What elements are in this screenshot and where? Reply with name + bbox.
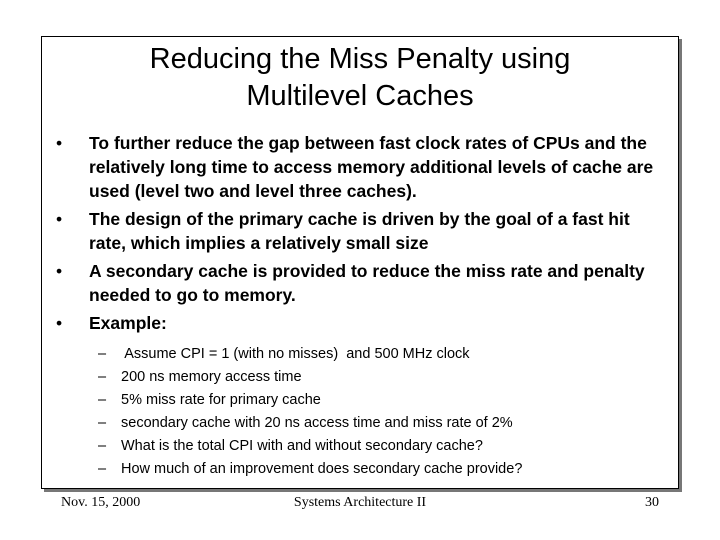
bullet-marker: • — [56, 209, 63, 229]
footer-page-number: 30 — [645, 495, 659, 510]
sub-item — [98, 412, 658, 435]
bullet-marker: • — [56, 313, 63, 333]
footer-date: Nov. 15, 2000 — [61, 495, 141, 510]
slide-title-line-2: Multilevel Caches — [246, 80, 474, 112]
sub-item — [98, 458, 658, 481]
slide-title-line-1: Reducing the Miss Penalty using — [149, 43, 571, 75]
sub-text: Assume CPI = 1 (with no misses) and 500 MHz clock — [121, 346, 470, 362]
sub-item — [98, 389, 658, 412]
sub-item — [98, 366, 658, 389]
bullet-item — [56, 311, 668, 335]
bullet-list — [56, 131, 668, 339]
sub-text: What is the total CPI with and without secondary cache? — [121, 438, 483, 454]
sub-text: 5% miss rate for primary cache — [121, 392, 321, 408]
bullet-item — [56, 259, 668, 307]
sub-text: secondary cache with 20 ns access time and miss rate of 2% — [121, 415, 513, 431]
bullet-text: Example: — [89, 313, 167, 333]
dash-marker: – — [98, 415, 107, 431]
slide-title — [42, 41, 678, 115]
sub-text: 200 ns memory access time — [121, 369, 302, 385]
example-sub-list — [98, 343, 658, 481]
bullet-text: The design of the primary cache is driven by the goal of a fast hit rate, which implies a relatively small size — [89, 209, 630, 253]
footer-course: Systems Architecture II — [293, 495, 427, 510]
dash-marker: – — [98, 392, 107, 408]
dash-marker: – — [98, 461, 107, 477]
bullet-text: To further reduce the gap between fast clock rates of CPUs and the relatively long time to access memory additional levels of cache are used (level two and level three caches). — [89, 133, 654, 201]
dash-marker: – — [98, 438, 107, 454]
bullet-marker: • — [56, 133, 63, 153]
sub-item — [98, 343, 658, 366]
sub-item — [98, 435, 658, 458]
bullet-text: A secondary cache is provided to reduce the miss rate and penalty needed to go to memory. — [89, 261, 645, 305]
bullet-item — [56, 207, 668, 255]
dash-marker: – — [98, 369, 107, 385]
slide-frame — [41, 36, 679, 510]
bullet-item — [56, 131, 668, 203]
dash-marker: – — [98, 346, 107, 362]
bullet-marker: • — [56, 261, 63, 281]
sub-text: How much of an improvement does secondary cache provide? — [121, 461, 523, 477]
